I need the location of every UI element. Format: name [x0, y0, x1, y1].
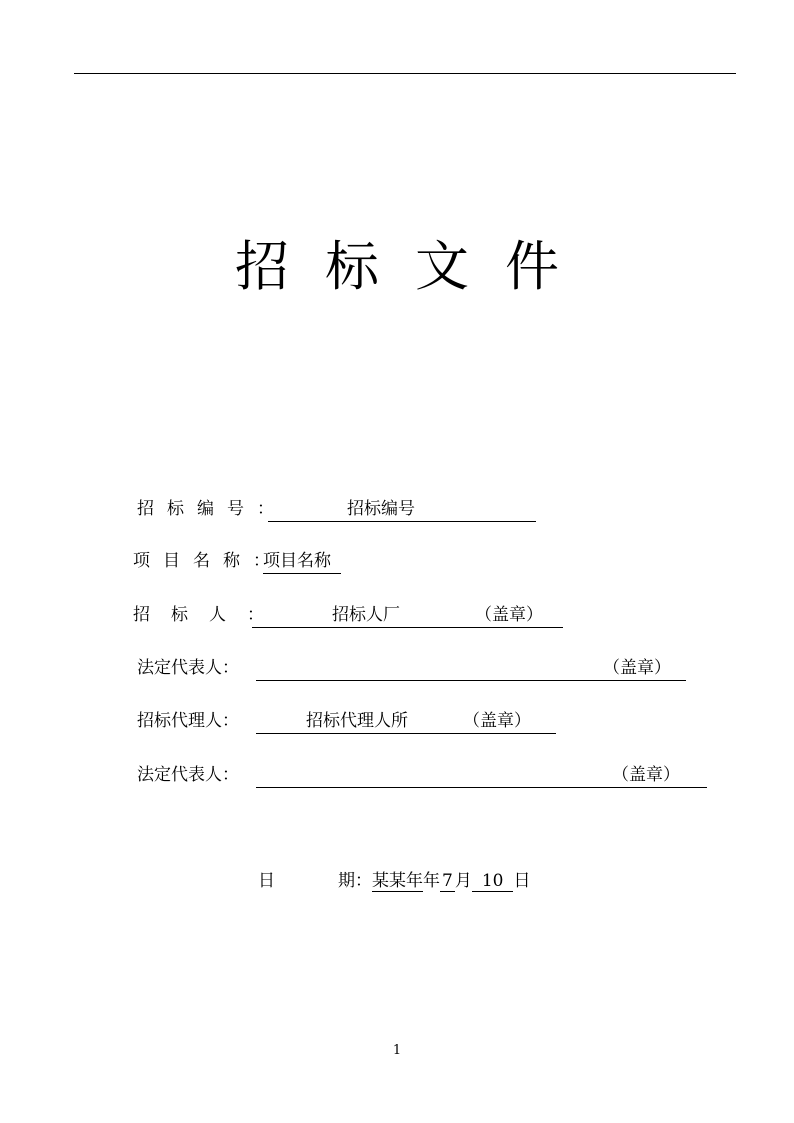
agent-seal: （盖章）: [463, 711, 531, 731]
date-label-period: 期：: [338, 871, 372, 891]
legal-rep-2-seal: （盖章）: [612, 765, 680, 785]
date-row: [258, 869, 530, 893]
field-agent: [137, 709, 567, 733]
tenderer-value: 招标人厂: [332, 605, 400, 625]
document-title: 招标文件: [235, 235, 595, 298]
legal-rep-1-seal: （盖章）: [603, 658, 671, 678]
date-month-value: 7: [442, 871, 453, 891]
tenderer-seal: （盖章）: [475, 605, 543, 625]
agent-value: 招标代理人所: [306, 711, 408, 731]
field-label: 招标编号：: [137, 499, 287, 519]
field-label: 招标代理人：: [137, 711, 239, 731]
project-name-value: 项目名称: [263, 551, 331, 571]
date-year-unit: 年: [423, 871, 440, 891]
header-rule: [74, 73, 736, 74]
field-project-name: [133, 549, 433, 573]
field-label: 法定代表人：: [137, 765, 239, 785]
field-legal-rep-2: [137, 763, 717, 787]
date-day-unit: 日: [513, 871, 531, 891]
date-label-day: 日: [258, 871, 275, 891]
field-tender-no: [137, 497, 557, 521]
date-year-value: 某某年: [372, 871, 423, 891]
field-label: 项目名称：: [133, 551, 283, 571]
field-tenderer: [133, 603, 573, 627]
date-month-unit: 月: [454, 871, 472, 891]
tender-no-value: 招标编号: [347, 499, 415, 519]
page-number: 1: [392, 1043, 402, 1058]
field-legal-rep-1: [137, 656, 697, 680]
date-day-value: 10: [472, 871, 514, 892]
field-label: 法定代表人：: [137, 658, 239, 678]
field-label-text: 招标人：: [133, 605, 285, 625]
